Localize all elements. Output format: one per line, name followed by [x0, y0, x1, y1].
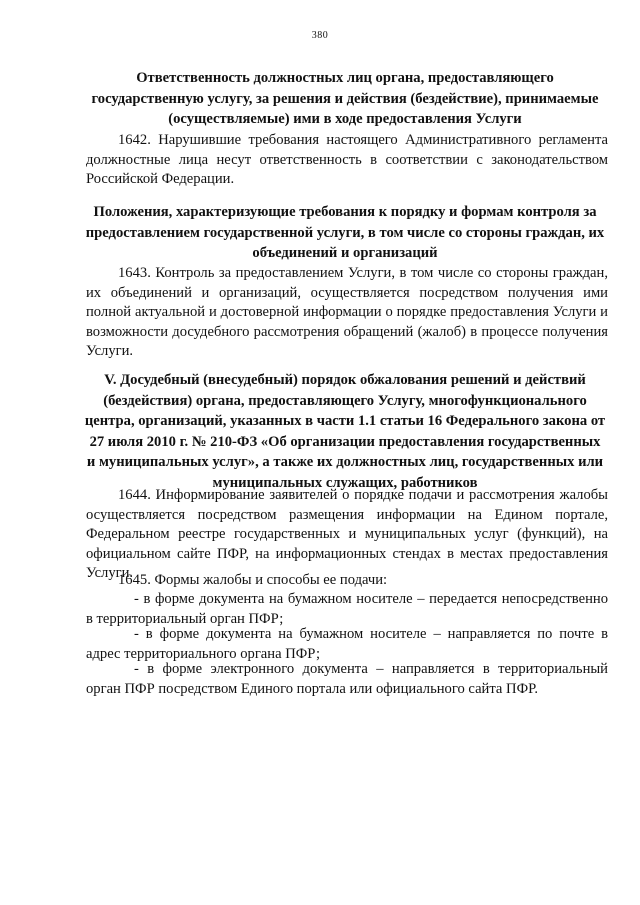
paragraph-1643: 1643. Контроль за предоставлением Услуги, в том числе со стороны граждан, их объединений и организаций, осуществляется посредством получения ими полной актуальной и достоверной информации о порядке предоставления Услуги и возможности досудебного рассмотрения обращений (жалоб) в процессе получения Услуги. [86, 265, 608, 359]
paragraph-1642: 1642. Нарушившие требования настоящего Административного регламента должностные лица несут ответственность в соответствии с законодательством Российской Федерации. [86, 132, 608, 187]
section-heading-control: Положения, характеризующие требования к порядку и формам контроля за предоставлением государственной услуги, в том числе со стороны граждан, их объединений и организаций [85, 204, 605, 261]
page-number: 380 [311, 30, 329, 41]
list-item: - в форме электронного документа – направляется в территориальный орган ПФР посредством Единого портала или официального сайта ПФР. [86, 661, 608, 697]
paragraph-1645: 1645. Формы жалобы и способы ее подачи: [118, 572, 388, 588]
section-heading-responsibility: Ответственность должностных лиц органа, предоставляющего государственную услугу, за решения и действия (бездействие), принимаемые (осуществляемые) ими в ходе предоставления Услуги [91, 70, 599, 127]
list-item: - в форме документа на бумажном носителе – передается непосредственно в территориальный орган ПФР; [86, 591, 608, 627]
paragraph-1644: 1644. Информирование заявителей о порядке подачи и рассмотрения жалобы осуществляется посредством размещения информации на Едином портале, Федеральном реестре государственных и муниципальных услуг (функций), на официальном сайте ПФР, на информационных стендах в местах предоставления Услуги. [86, 487, 608, 581]
list-item: - в форме документа на бумажном носителе – направляется по почте в адрес территориального органа ПФР; [86, 626, 608, 662]
section-heading-appeal: V. Досудебный (внесудебный) порядок обжалования решений и действий (бездействия) органа, предоставляющего Услугу, многофункционального центра, организаций, указанных в части 1.1 статьи 16 Федерального закона от 27 июля 2010 г. № 210-ФЗ «Об организации предоставления государственных и муниципальных услуг», а также их должностных лиц, государственных или муниципальных служащих, работников [84, 372, 606, 491]
